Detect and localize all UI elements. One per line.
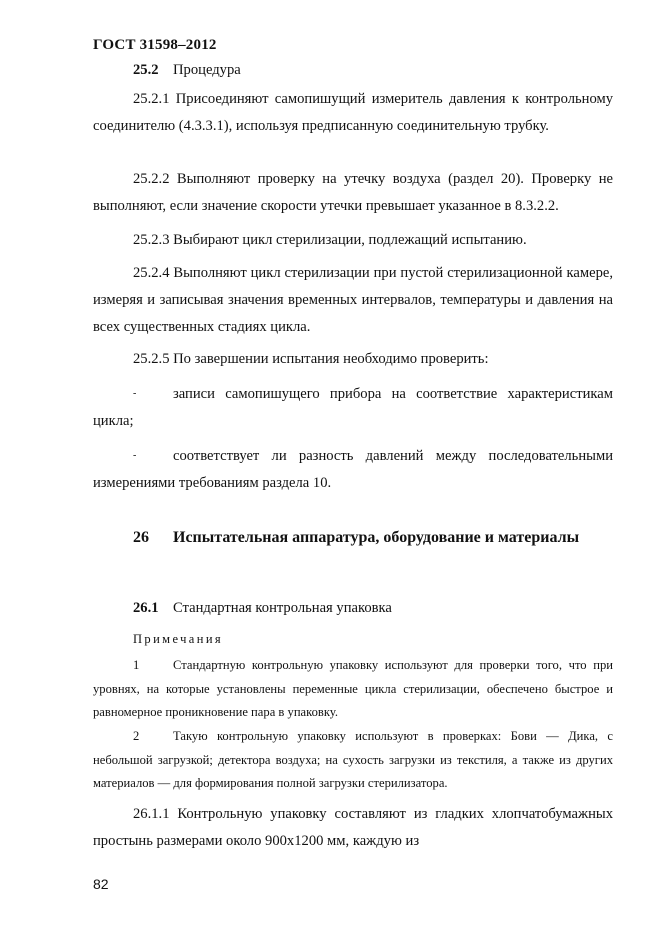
- section-number: 25.2: [133, 62, 159, 78]
- section-title: Процедура: [173, 62, 241, 78]
- section-number: 26: [133, 529, 149, 546]
- list-item: [93, 380, 613, 435]
- paragraph-25-2-3: 25.2.3 Выбирают цикл стерилизации, подлежащий испытанию.: [133, 232, 527, 248]
- notes-title: Примечания: [133, 632, 224, 646]
- note-text: Стандартную контрольную упаковку используют для проверки того, что при уровнях, на которые установлены переменные цикла стерилизации, обеспечено быстрое и равномерное проникновение пара в упаковку.: [93, 658, 613, 719]
- paragraph-26-1-1: 26.1.1 Контрольную упаковку составляют из гладких хлопчатобумажных простынь размерами около 900x1200 мм, каждую из: [93, 806, 613, 849]
- list-dash: -: [133, 450, 137, 461]
- paragraph-25-2-2: 25.2.2 Выполняют проверку на утечку воздуха (раздел 20). Проверку не выполняют, если значение скорости утечки превышает указанное в 8.3.2.2.: [93, 171, 613, 214]
- list-item: [93, 442, 613, 497]
- paragraph-25-2-4: 25.2.4 Выполняют цикл стерилизации при пустой стерилизационной камере, измеряя и записывая значения временных интервалов, температуры и давления на всех существенных стадиях цикла.: [93, 265, 613, 335]
- document-header: ГОСТ 31598–2012: [93, 37, 217, 53]
- page-number: 82: [93, 876, 109, 892]
- list-dash: -: [133, 388, 137, 399]
- note-item: [93, 654, 613, 725]
- section-25-2-heading: [133, 62, 241, 79]
- note-item: [93, 725, 613, 796]
- list-item-text: записи самопишущего прибора на соответствие характеристикам цикла;: [93, 386, 613, 429]
- note-number: 1: [133, 658, 140, 672]
- paragraph-25-2-5: 25.2.5 По завершении испытания необходимо проверить:: [133, 351, 489, 367]
- section-number: 26.1: [133, 600, 159, 616]
- note-text: Такую контрольную упаковку используют в проверках: Бови — Дика, с небольшой загрузкой; детектора воздуха; на сухость загрузки из текстиля, а также из других материалов — для формирования полной загрузки стерилизатора.: [93, 729, 613, 790]
- section-26-heading: [133, 522, 613, 554]
- paragraph-25-2-1: 25.2.1 Присоединяют самопишущий измеритель давления к контрольному соединителю (4.3.3.1), используя предписанную соединительную трубку.: [93, 91, 613, 134]
- section-title: Испытательная аппаратура, оборудование и материалы: [173, 529, 580, 546]
- note-number: 2: [133, 729, 140, 743]
- list-item-text: соответствует ли разность давлений между последовательными измерениями требованиям раздела 10.: [93, 448, 613, 491]
- section-26-1-heading: [133, 600, 392, 617]
- section-title: Стандартная контрольная упаковка: [173, 600, 392, 616]
